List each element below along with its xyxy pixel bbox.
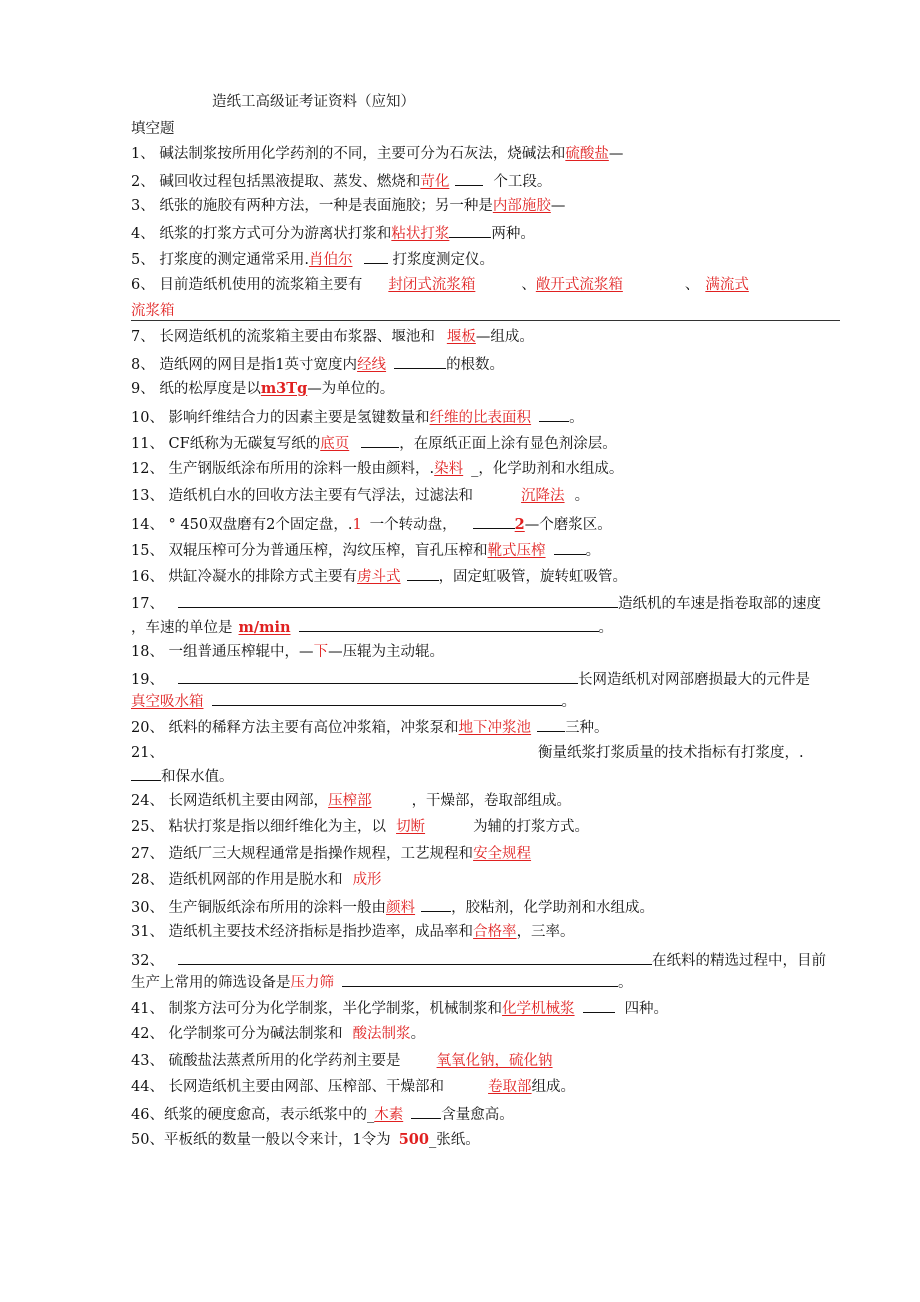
question-6	[131, 276, 749, 294]
answer: 1	[352, 517, 362, 533]
question-text: 为辅的打浆方式。	[473, 819, 590, 835]
question-text: 41、 制浆方法可分为化学制浆，半化学制浆，机械制浆和	[131, 1001, 503, 1017]
blank-line	[299, 617, 599, 632]
question-text: 50、平板纸的数量一般以令来计，1令为	[131, 1132, 391, 1148]
blank-line	[394, 354, 446, 369]
question-text: 含量愈高。	[441, 1107, 514, 1123]
question-text: 。	[598, 620, 614, 636]
question-text: 32、	[131, 953, 164, 969]
question-text: ，三率。	[516, 924, 575, 940]
question-text: 16、 烘缸冷凝水的排除方式主要有	[131, 569, 358, 585]
question-text: ，胶粘剂，化学助剂和水组成。	[451, 900, 655, 916]
question-19	[131, 669, 810, 689]
answer: 切断	[396, 819, 426, 835]
question-21	[131, 744, 804, 762]
question-2	[131, 171, 551, 191]
question-text: 42、 化学制浆可分为碱法制浆和	[131, 1026, 343, 1042]
question-10	[131, 407, 584, 427]
question-27	[131, 845, 531, 863]
answer: 苛化	[420, 174, 450, 190]
question-5	[131, 249, 494, 269]
section-heading: 填空题	[131, 121, 175, 137]
question-text: 造纸机的车速是指卷取部的速度	[617, 596, 821, 612]
blank-line	[554, 540, 586, 555]
question-50	[131, 1131, 480, 1149]
question-text: 3、 纸张的施胶有两种方法，一种是表面施胶；另一种是	[131, 198, 493, 214]
question-text: —组成。	[475, 329, 534, 345]
question-text: 31、 造纸机主要技术经济指标是指抄造率，成品率和	[131, 924, 474, 940]
blank-line	[361, 433, 399, 448]
answer: 满流式	[705, 277, 749, 293]
question-text: 的根数。	[446, 357, 505, 373]
question-30	[131, 897, 654, 917]
answer: 真空吸水箱	[131, 694, 204, 710]
question-text: 组成。	[531, 1079, 576, 1095]
question-text: 两种。	[491, 226, 535, 242]
blank-line	[421, 897, 451, 912]
question-text: ，在原纸正面上涂有显色剂涂层。	[399, 436, 617, 452]
divider	[131, 320, 840, 321]
question-42	[131, 1025, 425, 1043]
question-11	[131, 433, 617, 453]
answer: 纤维的比表面积	[429, 410, 532, 426]
question-text: 生产上常用的筛选设备是	[131, 975, 291, 991]
question-32	[131, 950, 826, 970]
question-text: 4、 纸浆的打浆方式可分为游离状打浆和	[131, 226, 392, 242]
question-text: 10、 影响纤维结合力的因素主要是氢键数量和	[131, 410, 430, 426]
question-4	[131, 223, 535, 243]
question-text: 。	[618, 975, 633, 991]
question-19-cont	[131, 691, 576, 711]
question-text: 长网造纸机对网部磨损最大的元件是	[577, 672, 810, 688]
question-text: 20、 纸料的稀释方法主要有高位冲浆箱，冲浆泵和	[131, 720, 459, 736]
question-text: 8、 造纸网的网目是指1英寸宽度内	[131, 357, 358, 373]
answer: 2	[514, 516, 525, 533]
answer: 肖伯尔	[308, 252, 353, 268]
question-text: 。	[569, 410, 584, 426]
question-18	[131, 643, 444, 661]
question-9	[131, 380, 394, 398]
question-text: 9、 纸的松厚度是以	[131, 381, 261, 397]
answer: 合格率	[473, 924, 517, 940]
answer: 酸法制浆	[352, 1026, 411, 1042]
question-16	[131, 566, 627, 586]
question-24	[131, 792, 571, 810]
question-text: 三种。	[565, 720, 609, 736]
question-text: —	[550, 198, 566, 214]
blank-line	[131, 766, 161, 781]
blank-line	[342, 972, 618, 987]
question-15	[131, 540, 600, 560]
question-12	[131, 460, 623, 478]
question-text: 30、 生产铜版纸涂布所用的涂料一般由	[131, 900, 387, 916]
answer: 氧氧化钠，硫化钠	[436, 1053, 553, 1069]
question-17	[131, 593, 821, 613]
answer: 经线	[357, 357, 387, 373]
question-text: 1、 碱法制浆按所用化学药剂的不同，主要可分为石灰法，烧碱法和	[131, 146, 566, 162]
question-7	[131, 328, 534, 346]
question-text: 在纸料的精选过程中，目前	[651, 953, 826, 969]
answer: m3Tg	[260, 380, 308, 397]
question-1	[131, 145, 623, 163]
question-8	[131, 354, 504, 374]
blank-line	[407, 566, 439, 581]
question-text: ，干燥部，卷取部组成。	[411, 793, 572, 809]
question-text: ，固定虹吸管，旋转虹吸管。	[438, 569, 628, 585]
question-text: 43、 硫酸盐法蒸煮所用的化学药剂主要是	[131, 1053, 401, 1069]
answer: 颜料	[386, 900, 416, 916]
question-3	[131, 197, 565, 215]
question-46	[131, 1104, 514, 1124]
answer: 沉降法	[521, 488, 565, 504]
question-text: 19、	[131, 672, 164, 688]
blank-line	[455, 171, 483, 186]
answer: 压榨部	[328, 793, 372, 809]
question-text: 2、 碱回收过程包括黑液提取、蒸发、燃烧和	[131, 174, 421, 190]
question-text: 7、 长网造纸机的流浆箱主要由布浆器、堰池和	[131, 329, 435, 345]
question-text: 。	[574, 488, 590, 504]
question-text: 28、 造纸机网部的作用是脱水和	[131, 872, 343, 888]
answer: 底页	[320, 436, 350, 452]
answer: 成形	[352, 872, 382, 888]
answer: 化学机械浆	[502, 1001, 575, 1017]
question-14	[131, 514, 612, 534]
answer: 下	[313, 644, 329, 660]
question-text: 27、 造纸厂三大规程通常是指操作规程，工艺规程和	[131, 846, 474, 862]
question-text: 个工段。	[493, 174, 552, 190]
question-text: 46、纸浆的硬度愈高，表示纸浆中的_	[131, 1107, 375, 1123]
question-text: 四种。	[624, 1001, 669, 1017]
answer: 堰板	[446, 329, 476, 345]
question-text: 打浆度测定仪。	[392, 252, 494, 268]
question-text: _，化学助剂和水组成。	[471, 461, 624, 477]
question-44	[131, 1078, 575, 1096]
answer: 流浆箱	[131, 303, 175, 319]
question-text: 11、 CF纸称为无碳复写纸的	[131, 436, 321, 452]
blank-line	[212, 691, 562, 706]
separator: 、	[521, 277, 536, 293]
answer: 500	[398, 1131, 429, 1148]
answer: 压力筛	[290, 975, 334, 991]
question-text: —为单位的。	[307, 381, 395, 397]
blank-line	[178, 669, 578, 684]
question-text: 17、	[131, 596, 164, 612]
question-text: 。	[410, 1026, 426, 1042]
blank-line	[473, 514, 515, 529]
blank-line	[178, 593, 618, 608]
blank-line	[364, 249, 388, 264]
question-text: —个磨浆区。	[524, 517, 612, 533]
question-text: 21、	[131, 745, 164, 761]
question-28	[131, 871, 382, 889]
question-text: _张纸。	[428, 1132, 480, 1148]
question-text: 18、 一组普通压榨辊中，—	[131, 644, 314, 660]
question-21-cont	[131, 766, 234, 786]
question-32-cont	[131, 972, 633, 992]
answer: 染料	[434, 461, 464, 477]
question-text: 14、 ° 450双盘磨有2个固定盘，.	[131, 517, 353, 533]
question-text: 24、 长网造纸机主要由网部，	[131, 793, 329, 809]
answer: 卷取部	[488, 1079, 532, 1095]
blank-line	[178, 950, 652, 965]
question-31	[131, 923, 575, 941]
question-text: —	[608, 146, 624, 162]
question-25	[131, 818, 589, 836]
answer: 封闭式流浆箱	[388, 277, 476, 293]
question-text: 。	[561, 694, 576, 710]
blank-line	[539, 407, 569, 422]
separator: 、	[684, 277, 700, 293]
question-text: 衡量纸浆打浆质量的技术指标有打浆度，.	[537, 745, 804, 761]
answer: m/min	[238, 619, 291, 636]
answer: 地下冲浆池	[458, 720, 532, 736]
answer: 内部施胶	[492, 198, 551, 214]
question-text: ，车速的单位是	[131, 620, 233, 636]
question-text: 25、 粘状打浆是指以细纤维化为主，以	[131, 819, 387, 835]
question-text: 13、 造纸机白水的回收方法主要有气浮法，过滤法和	[131, 488, 474, 504]
question-text: 。	[585, 543, 601, 559]
question-text: 一个转动盘，	[369, 517, 457, 533]
question-13	[131, 487, 589, 505]
answer: 靴式压榨	[487, 543, 546, 559]
question-text: 15、 双辊压榨可分为普通压榨，沟纹压榨，盲孔压榨和	[131, 543, 488, 559]
question-43	[131, 1052, 553, 1070]
blank-line	[449, 223, 491, 238]
question-text: 和保水值。	[161, 769, 234, 785]
question-6-cont	[131, 302, 175, 320]
question-17-cont	[131, 617, 613, 637]
question-text: —压辊为主动辊。	[328, 644, 445, 660]
blank-line	[583, 998, 615, 1013]
answer: 虏斗式	[357, 569, 401, 585]
answer: 木素	[374, 1107, 404, 1123]
answer: 敞开式流浆箱	[535, 277, 623, 293]
question-41	[131, 998, 668, 1018]
answer: 安全规程	[473, 846, 532, 862]
question-text: 44、 长网造纸机主要由网部、压榨部、干燥部和	[131, 1079, 445, 1095]
document-title: 造纸工高级证考证资料（应知）	[212, 94, 415, 110]
answer: 粘状打浆	[391, 226, 450, 242]
blank-line	[537, 717, 565, 732]
answer: 硫酸盐	[565, 146, 609, 162]
blank-line	[411, 1104, 441, 1119]
question-20	[131, 717, 609, 737]
question-text: 6、 目前造纸机使用的流浆箱主要有	[131, 277, 363, 293]
question-text: 12、 生产钢版纸涂布所用的涂料一般由颜料，.	[131, 461, 435, 477]
question-text: 5、 打浆度的测定通常采用.	[131, 252, 309, 268]
